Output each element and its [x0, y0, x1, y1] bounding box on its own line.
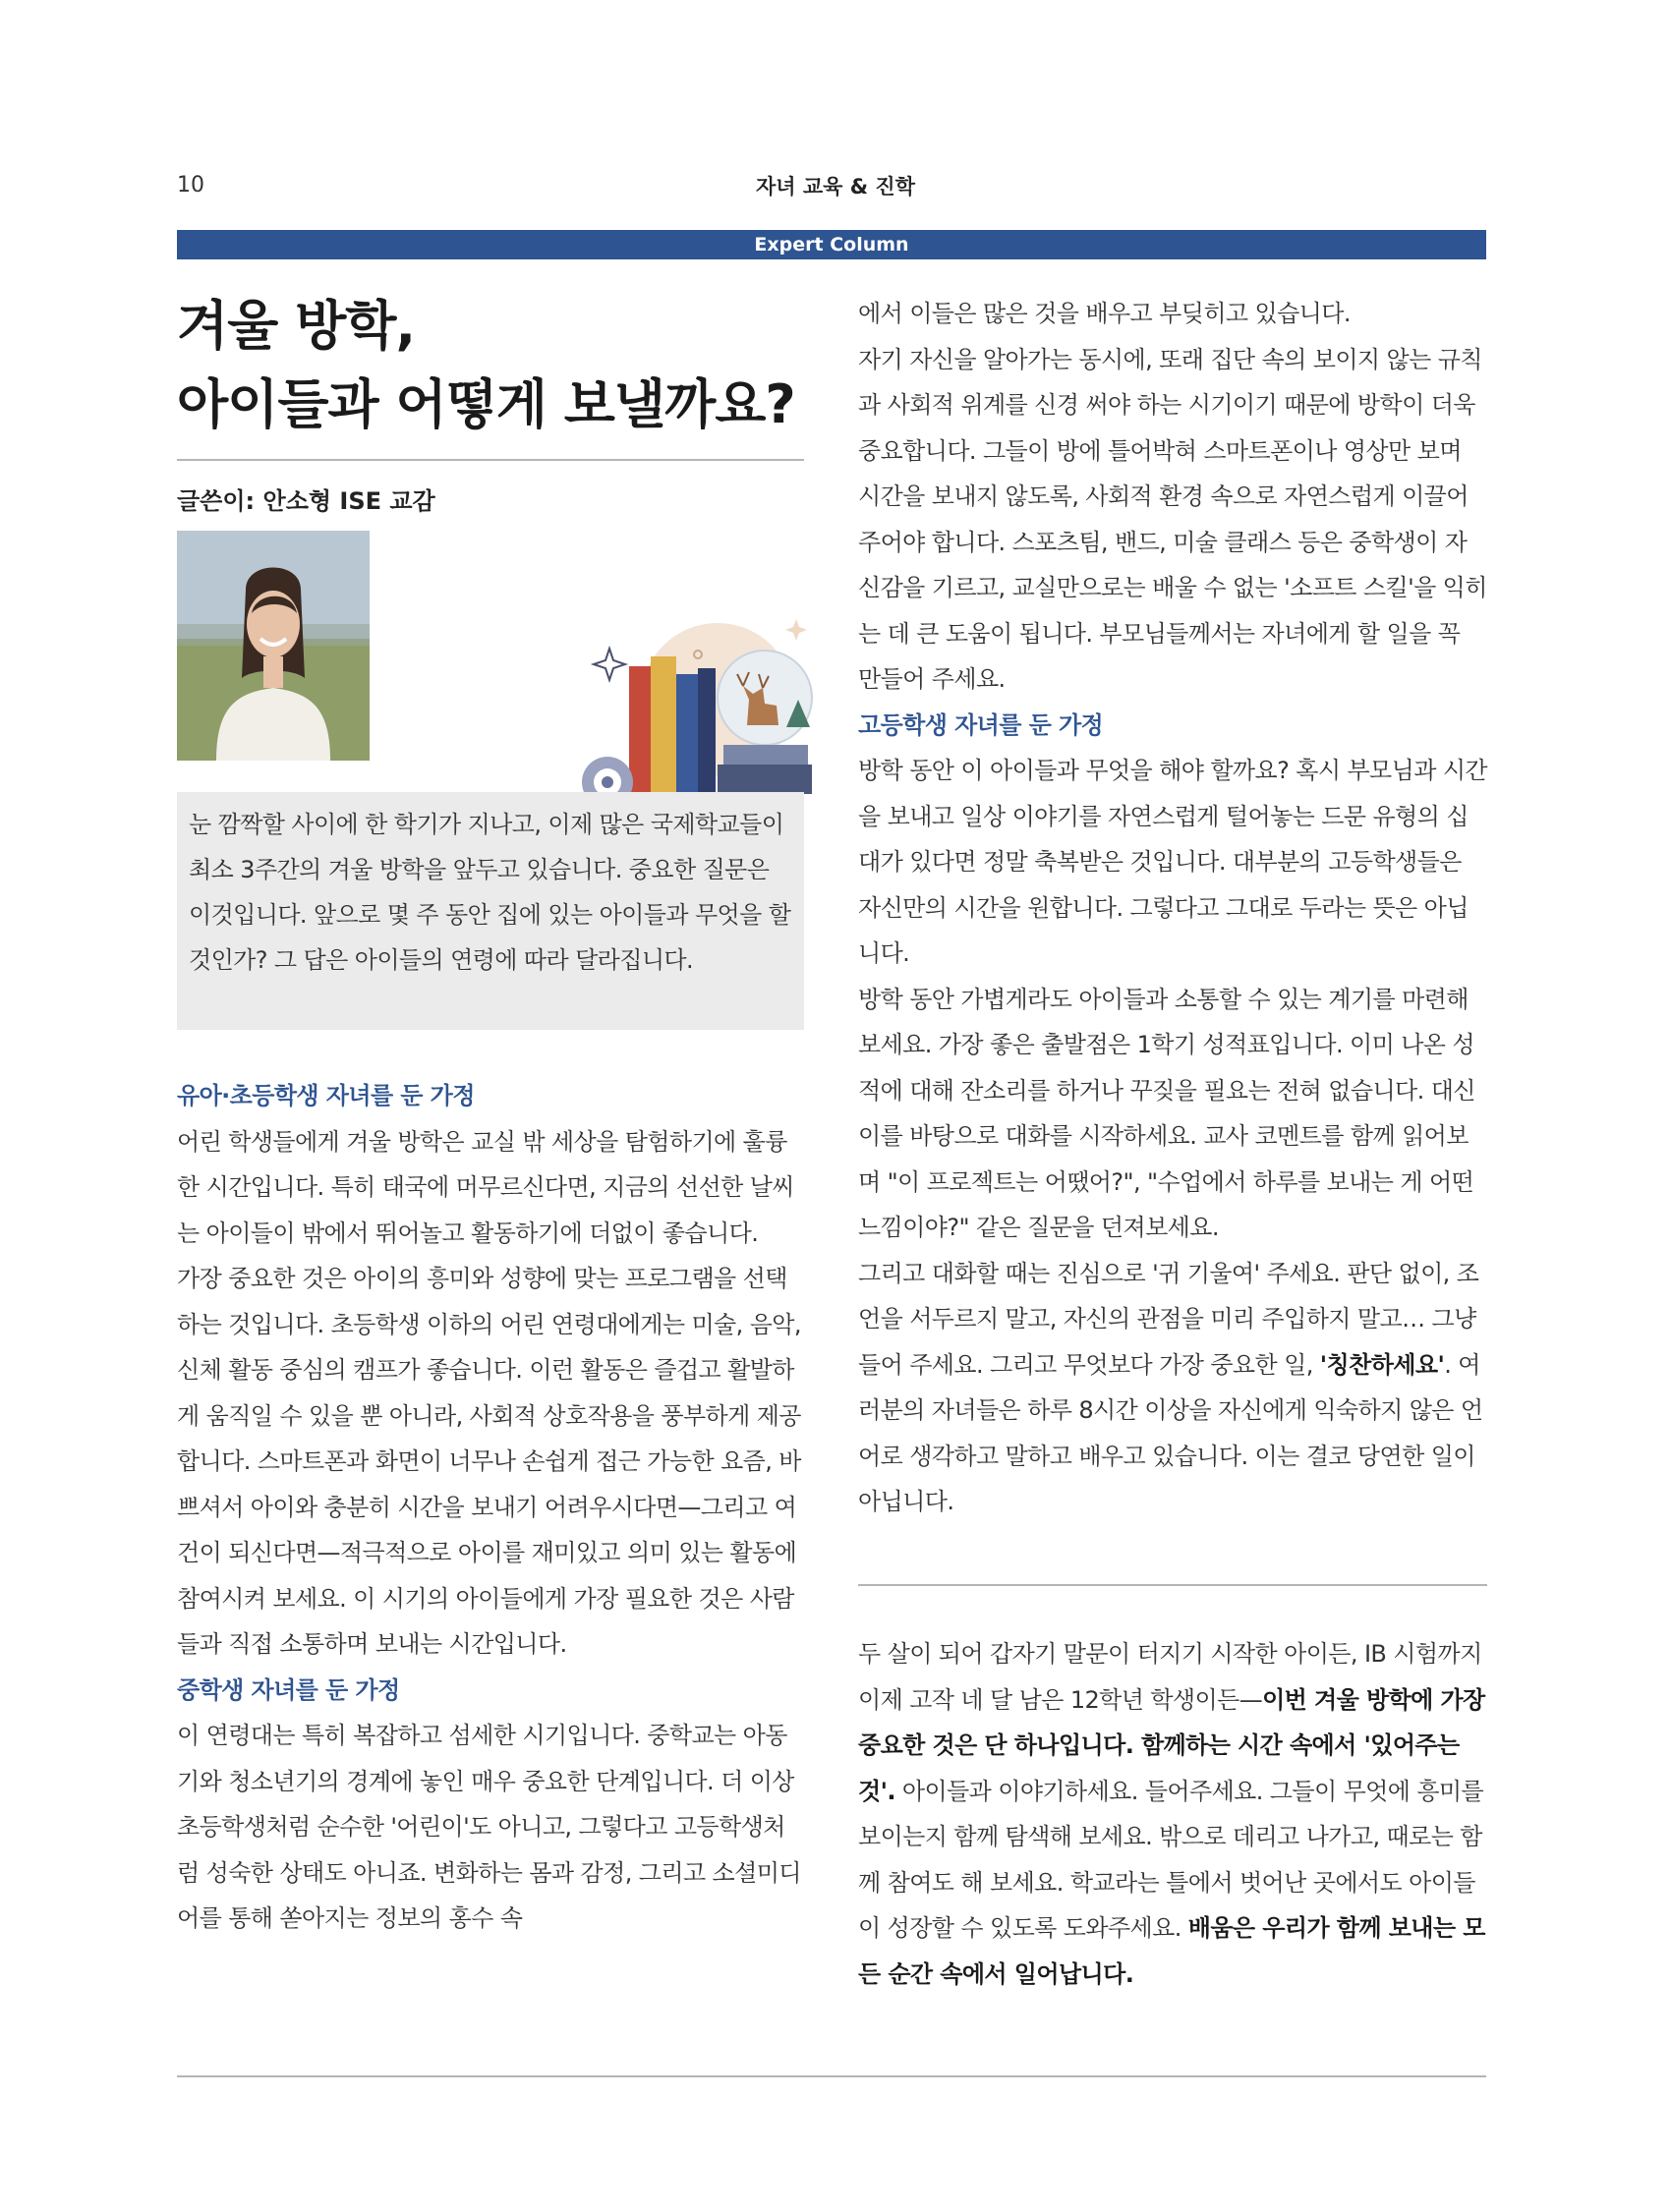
- middle-paragraph-1: 이 연령대는 특히 복잡하고 섬세한 시기입니다. 중학교는 아동기와 청소년기의 경계에 놓인 매우 중요한 단계입니다. 더 이상 초등학생처럼 순수한 '어린이'도 아니고, 그렇다고 고등학생처럼 성숙한 상태도 아니죠. 변화하는 몸과 감정, 그리고 소셜미디어를 통해 쏟아지는 정보의 홍수 속: [177, 1722, 801, 1932]
- high-paragraph-2: 방학 동안 가볍게라도 아이들과 소통할 수 있는 계기를 마련해 보세요. 가장 좋은 출발점은 1학기 성적표입니다. 이미 나온 성적에 대해 잔소리를 하거나 꾸짖을 필요는 전혀 없습니다. 대신 이를 바탕으로 대화를 시작하세요. 교사 코멘트를 함께 읽어보며 "이 프로젝트는 어땠어?", "수업에서 하루를 보내는 게 어떤 느낌이야?" 같은 질문을 던져보세요.: [858, 985, 1475, 1241]
- closing-text-a: 두 살이 되어 갑자기 말문이 터지기 시작한 아이든, IB 시험까지 이제 고작 네 달 남은 12학년 학생이든—: [858, 1640, 1482, 1714]
- winter-books-illustration: [570, 609, 816, 816]
- author-photo: [177, 531, 370, 761]
- closing-divider: [858, 1584, 1487, 1586]
- closing-text-b: 아이들과 이야기하세요. 들어주세요. 그들이 무엇에 흥미를 보이는지 함께 탐색해 보세요. 밖으로 데리고 나가고, 때로는 함께 참여도 해 보세요. 학교라는 틀에서 벗어난 곳에서도 아이들이 성장할 수 있도록 도와주세요.: [858, 1777, 1484, 1942]
- closing-paragraph: [858, 1631, 1487, 1997]
- middle-paragraph-1-continued: 에서 이들은 많은 것을 배우고 부딪히고 있습니다.: [858, 300, 1351, 327]
- page-number: 10: [177, 173, 204, 198]
- closing-emphasis-2: 배움은 우리가 함께 보내는 모든 순간 속에서 일어납니다.: [858, 1914, 1485, 1988]
- high-paragraph-3: [858, 1251, 1487, 1525]
- high-paragraph-3-text-a: 그리고 대화할 때는 진심으로 '귀 기울여' 주세요. 판단 없이, 조언을 서두르지 말고, 자신의 관점을 미리 주입하지 말고… 그냥 들어 주세요. 그리고 무엇보다 가장 중요한 일,: [858, 1259, 1479, 1379]
- byline: 글쓴이: 안소형 ISE 교감: [177, 487, 435, 515]
- closing-section: [858, 1631, 1487, 1997]
- praise-emphasis: '칭찬하세요': [1319, 1350, 1445, 1379]
- expert-column-banner: Expert Column: [177, 230, 1486, 259]
- title-line-2: 아이들과 어떻게 보낼까요?: [177, 373, 795, 435]
- high-paragraph-3-text-b: . 여러분의 자녀들은 하루 8시간 이상을 자신에게 익숙하지 않은 언어로 생각하고 말하고 배우고 있습니다. 이는 결코 당연한 일이 아닙니다.: [858, 1350, 1483, 1515]
- left-column: [177, 1073, 804, 1942]
- intro-paragraph: 눈 깜짝할 사이에 한 학기가 지나고, 이제 많은 국제학교들이 최소 3주간의 겨울 방학을 앞두고 있습니다. 중요한 질문은 이것입니다. 앞으로 몇 주 동안 집에 있는 아이들과 무엇을 할 것인가? 그 답은 아이들의 연령에 따라 달라집니다.: [189, 811, 791, 974]
- title-divider: [177, 459, 804, 461]
- author-portrait-illustration: [177, 531, 370, 761]
- section-heading-high: 고등학생 자녀를 둔 가정: [858, 710, 1104, 739]
- section-heading-elementary: 유아·초등학생 자녀를 둔 가정: [177, 1082, 475, 1109]
- section-heading-middle: 중학생 자녀를 둔 가정: [177, 1675, 400, 1704]
- footer-divider: [177, 2075, 1486, 2077]
- intro-box: [177, 792, 804, 1030]
- books-snowglobe-icon: [570, 609, 816, 816]
- elementary-paragraph-1: 어린 학생들에게 겨울 방학은 교실 밖 세상을 탐험하기에 훌륭한 시간입니다. 특히 태국에 머무르신다면, 지금의 선선한 날씨는 아이들이 밖에서 뛰어놀고 활동하기에 더없이 좋습니다.: [177, 1127, 794, 1247]
- closing-emphasis-1: 이번 겨울 방학에 가장 중요한 것은 단 하나입니다. 함께하는 시간 속에서 '있어주는 것'.: [858, 1685, 1485, 1805]
- title-line-1: 겨울 방학,: [177, 295, 415, 357]
- elementary-paragraph-2: 가장 중요한 것은 아이의 흥미와 성향에 맞는 프로그램을 선택하는 것입니다. 초등학생 이하의 어린 연령대에게는 미술, 음악, 신체 활동 중심의 캠프가 좋습니다. 이런 활동은 즐겁고 활발하게 움직일 수 있을 뿐 아니라, 사회적 상호작용을 풍부하게 제공합니다. 스마트폰과 화면이 너무나 손쉽게 접근 가능한 요즘, 바쁘셔서 아이와 충분히 시간을 보내기 어려우시다면—그리고 여건이 되신다면—적극적으로 아이를 재미있고 의미 있는 활동에 참여시켜 보세요. 이 시기의 아이들에게 가장 필요한 것은 사람들과 직접 소통하며 보내는 시간입니다.: [177, 1265, 801, 1658]
- high-paragraph-1: 방학 동안 이 아이들과 무엇을 해야 할까요? 혹시 부모님과 시간을 보내고 일상 이야기를 자연스럽게 털어놓는 드문 유형의 십대가 있다면 정말 축복받은 것입니다. 대부분의 고등학생들은 자신만의 시간을 원합니다. 그렇다고 그대로 두라는 뜻은 아닙니다.: [858, 757, 1487, 967]
- right-column: [858, 291, 1487, 1525]
- article-title: [177, 287, 826, 444]
- middle-paragraph-2: 자기 자신을 알아가는 동시에, 또래 집단 속의 보이지 않는 규칙과 사회적 위계를 신경 써야 하는 시기이기 때문에 방학이 더욱 중요합니다. 그들이 방에 틀어박혀 스마트폰이나 영상만 보며 시간을 보내지 않도록, 사회적 환경 속으로 자연스럽게 이끌어주어야 합니다. 스포츠팀, 밴드, 미술 클래스 등은 중학생이 자신감을 기르고, 교실만으로는 배울 수 없는 '소프트 스킬'을 익히는 데 큰 도움이 됩니다. 부모님들께서는 자녀에게 할 일을 꼭 만들어 주세요.: [858, 345, 1487, 693]
- section-title: 자녀 교육 & 진학: [756, 175, 915, 199]
